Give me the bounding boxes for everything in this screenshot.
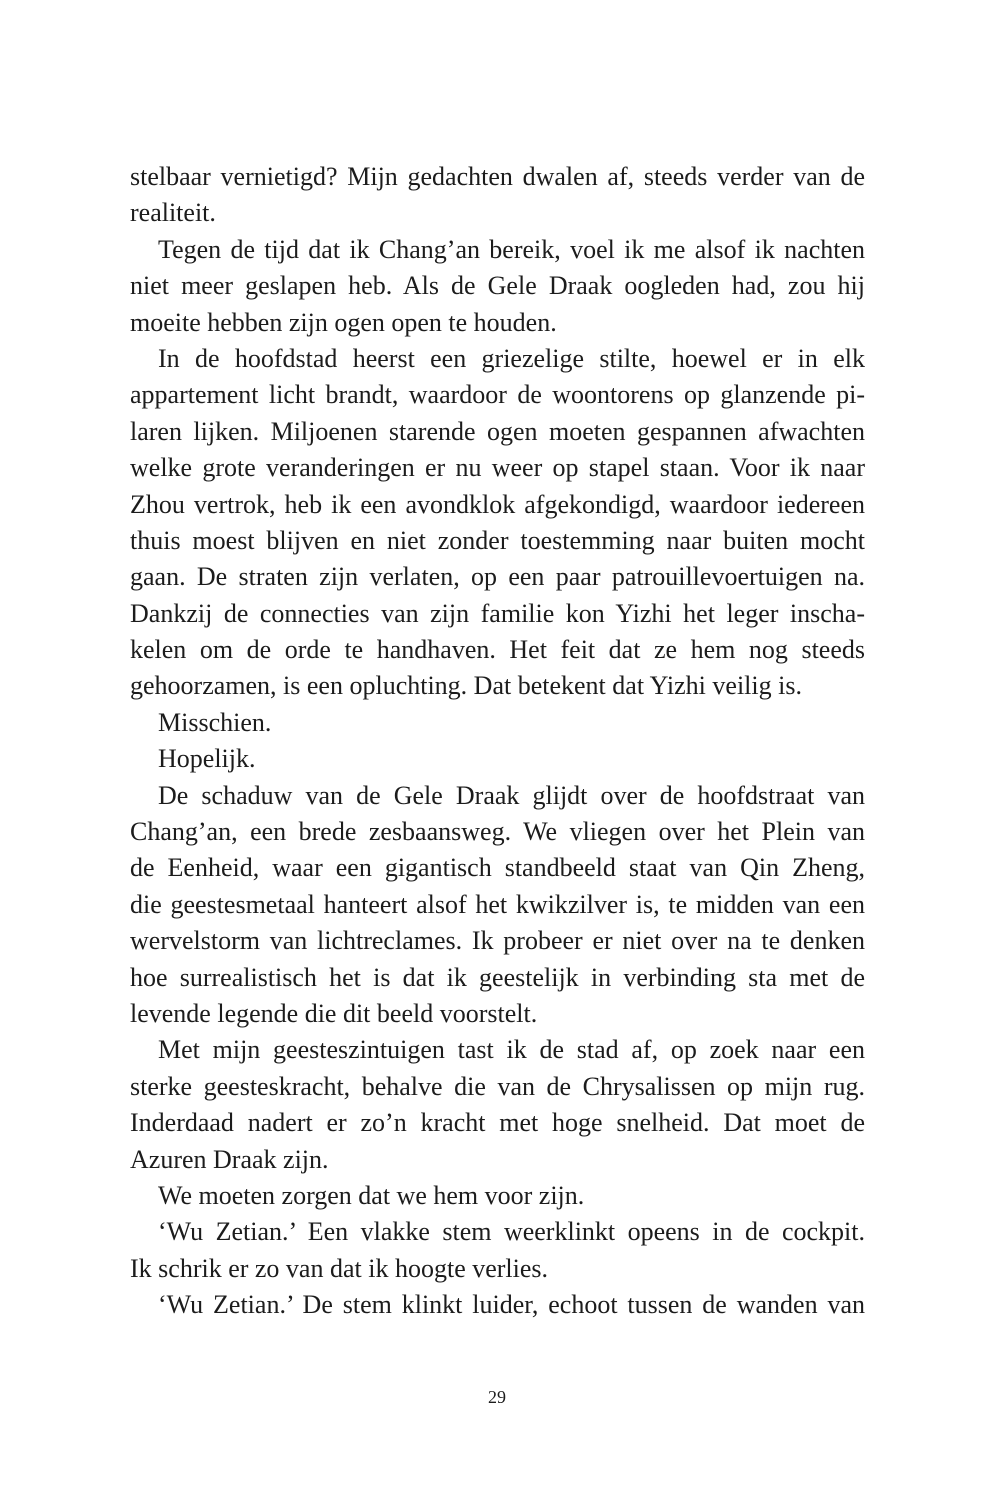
text-line: Azuren Draak zijn. [130, 1144, 329, 1174]
text-line: De schaduw van de Gele Draak glijdt over de hoofdstraat van [158, 780, 865, 810]
text-line: die geestesmetaal hanteert alsof het kwikzilver is, te midden van een [130, 889, 865, 919]
paragraph [130, 1032, 865, 1178]
paragraph [130, 741, 865, 777]
text-line: gaan. De straten zijn verlaten, op een paar patrouillevoertuigen na. [130, 562, 865, 592]
text-line: Dankzij de connecties van zijn familie kon Yizhi het leger inscha- [130, 598, 865, 628]
text-line: appartement licht brandt, waardoor de woontorens op glanzende pi- [130, 380, 865, 410]
text-line: realiteit. [130, 198, 216, 228]
text-line: niet meer geslapen heb. Als de Gele Draak oogleden had, zou hij [130, 271, 865, 301]
text-line: Ik schrik er zo van dat ik hoogte verlies. [130, 1253, 549, 1283]
text-line: sterke geesteskracht, behalve die van de Chrysalissen op mijn rug. [130, 1071, 865, 1101]
text-line: Inderdaad nadert er zo’n kracht met hoge snelheid. Dat moet de [130, 1108, 865, 1138]
paragraph [130, 705, 865, 741]
text-line: laren lijken. Miljoenen starende ogen moeten gespannen afwachten [130, 416, 865, 446]
text-line: gehoorzamen, is een opluchting. Dat betekent dat Yizhi veilig is. [130, 671, 802, 701]
text-line: stelbaar vernietigd? Mijn gedachten dwalen af, steeds verder van de [130, 162, 865, 191]
page-number: 29 [488, 1387, 506, 1407]
body-text [130, 159, 865, 1324]
text-line: kelen om de orde te handhaven. Het feit dat ze hem nog steeds [130, 635, 865, 665]
paragraph [130, 232, 865, 341]
text-line: welke grote veranderingen er nu weer op stapel staan. Voor ik naar [130, 453, 865, 483]
paragraph [130, 778, 865, 1033]
text-line: Chang’an, een brede zesbaansweg. We vliegen over het Plein van [130, 817, 865, 847]
text-line: Met mijn geesteszintuigen tast ik de stad af, op zoek naar een [158, 1035, 865, 1065]
text-line: ‘Wu Zetian.’ Een vlakke stem weerklinkt opeens in de cockpit. [158, 1217, 865, 1247]
paragraph [130, 159, 865, 232]
text-line: moeite hebben zijn ogen open te houden. [130, 307, 557, 337]
paragraph [130, 341, 865, 705]
text-line: In de hoofdstad heerst een griezelige stilte, hoewel er in elk [158, 343, 865, 373]
text-line: ‘Wu Zetian.’ De stem klinkt luider, echoot tussen de wanden van [158, 1290, 865, 1320]
text-line: de Eenheid, waar een gigantisch standbeeld staat van Qin Zheng, [130, 853, 865, 883]
paragraph [130, 1287, 865, 1323]
paragraph [130, 1178, 865, 1214]
text-line: wervelstorm van lichtreclames. Ik probeer er niet over na te denken [130, 926, 865, 956]
text-line: Misschien. [158, 707, 272, 737]
text-line: Zhou vertrok, heb ik een avondklok afgekondigd, waardoor iedereen [130, 489, 865, 519]
text-line: We moeten zorgen dat we hem voor zijn. [158, 1180, 585, 1210]
text-line: thuis moest blijven en niet zonder toestemming naar buiten mocht [130, 525, 865, 555]
text-line: hoe surrealistisch het is dat ik geestelijk in verbinding sta met de [130, 962, 865, 992]
text-line: Hopelijk. [158, 744, 256, 774]
text-line: levende legende die dit beeld voorstelt. [130, 998, 538, 1028]
text-line: Tegen de tijd dat ik Chang’an bereik, voel ik me alsof ik nachten [158, 234, 865, 264]
paragraph [130, 1214, 865, 1287]
